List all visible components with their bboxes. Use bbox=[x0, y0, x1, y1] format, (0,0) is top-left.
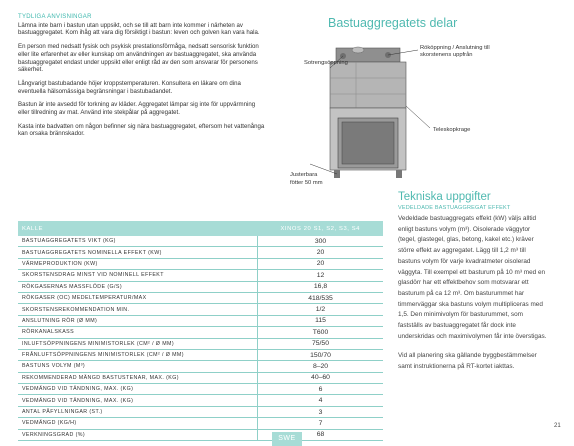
table-row bbox=[18, 406, 383, 417]
table-row bbox=[18, 281, 383, 292]
diagram-title: Bastuaggregatets delar bbox=[328, 16, 458, 30]
spec-value: 3 bbox=[258, 406, 384, 417]
spec-value: 300 bbox=[258, 236, 384, 247]
chimney-connector bbox=[352, 47, 364, 53]
spec-value: 1/2 bbox=[258, 304, 384, 315]
table-row bbox=[18, 258, 383, 269]
intro-paragraph: Kasta inte badvatten om någon befinner sig nära bastuaggregatet, eftersom het vattenånga kan orsaka brännskador. bbox=[18, 122, 265, 138]
spec-value: 418/535 bbox=[258, 292, 384, 303]
tech-paragraph: Vid all planering ska gällande byggbestämmelser samt instruktionerna på RT-kortet iakttas. bbox=[398, 352, 537, 371]
table-row bbox=[18, 304, 383, 315]
table-row bbox=[18, 327, 383, 338]
spec-label: FRÅNLUFTSÖPPNINGENS MINIMISTORLEK (CM² / Ø MM) bbox=[18, 349, 258, 360]
spec-label: ANSLUTNING RÖR (Ø MM) bbox=[18, 315, 258, 326]
intro-paragraph: Långvarigt bastubadande höjer kroppstemperaturen. Konsultera en läkare om dina eventuella hälsomässiga begränsningar i bastubadandet. bbox=[18, 79, 241, 95]
spec-label: RÖRKANALSKASS bbox=[18, 327, 258, 338]
spec-label: SKORSTENSREKOMMENDATION MIN. bbox=[18, 304, 258, 315]
spec-label: VEDMÄNGD (KG/H) bbox=[18, 418, 258, 429]
intro-text bbox=[18, 14, 268, 144]
spec-value: 8–20 bbox=[258, 361, 384, 372]
spec-label: VEDMÄNGD VID TÄNDNING, MAX. (KG) bbox=[18, 384, 258, 395]
table-row bbox=[18, 338, 383, 349]
spec-label: RÖKGASERNAS MASSFLÖDE (G/S) bbox=[18, 281, 258, 292]
label-telescopic-collar: Teleskopkrage bbox=[433, 127, 471, 133]
table-row bbox=[18, 418, 383, 429]
table-header-cell: KALLE bbox=[18, 221, 258, 236]
intro-paragraph: Lämna inte barn i bastun utan uppsikt, och se till att barn inte kommer i närheten av bastuaggregatet. Kom ihåg att vara dig försiktigt i bastun: leven och golven kan vara hala. bbox=[18, 21, 260, 37]
spec-label: VEDMÄNGD VID TÄNDNING, MAX. (KG) bbox=[18, 395, 258, 406]
spec-value: 20 bbox=[258, 247, 384, 258]
spec-value: 7 bbox=[258, 418, 384, 429]
spec-value: 4 bbox=[258, 395, 384, 406]
spec-value: 6 bbox=[258, 384, 384, 395]
spec-value: 12 bbox=[258, 270, 384, 281]
spec-label: BASTUNS VOLYM (M³) bbox=[18, 361, 258, 372]
spec-label: VERKNINGSGRAD (%) bbox=[18, 429, 258, 440]
spec-value: 16,8 bbox=[258, 281, 384, 292]
adjustable-foot bbox=[396, 170, 402, 178]
table-row bbox=[18, 270, 383, 281]
table-row bbox=[18, 315, 383, 326]
spec-label: INLUFTSÖPPNINGENS MINIMISTORLEK (CM² / Ø MM) bbox=[18, 338, 258, 349]
spec-label: SKORSTENSDRAG MINST VID NOMINELL EFFEKT bbox=[18, 270, 258, 281]
spec-table bbox=[18, 221, 383, 441]
table-row bbox=[18, 349, 383, 360]
door-glass bbox=[342, 122, 394, 164]
spec-label: ANTAL PÅFYLLNINGAR (ST.) bbox=[18, 406, 258, 417]
heater-upper-body bbox=[330, 62, 406, 108]
table-row bbox=[18, 372, 383, 383]
spec-value: 68 bbox=[258, 429, 384, 440]
table-row bbox=[18, 384, 383, 395]
table-row bbox=[18, 429, 383, 440]
table-row bbox=[18, 236, 383, 247]
language-tab: SWE bbox=[272, 432, 302, 446]
label-soot-opening: Sotrengsöppning bbox=[304, 60, 348, 66]
intro-paragraph: En person med nedsatt fysisk och psykisk prestationsförmåga, nedsatt sensorisk funktion eller lite erfarenhet av eller kunskap om användningen av bastuaggregatet, ska använda bastuaggregatet endast under uppsikt eller enligt råd av den som ansvarar för personens säkerhet. bbox=[18, 43, 259, 74]
spec-value: 150/70 bbox=[258, 349, 384, 360]
table-row bbox=[18, 247, 383, 258]
table-header-cell: XINOS 20 S1, S2, S3, S4 bbox=[258, 221, 384, 236]
spec-value: 40–60 bbox=[258, 372, 384, 383]
spec-value: T600 bbox=[258, 327, 384, 338]
intro-paragraph: Bastun är inte avsedd för torkning av kläder. Aggregatet lämpar sig inte för uppvärmning eller tillredning av mat. Använd inte stekpålar på aggregatet. bbox=[18, 101, 256, 117]
table-row bbox=[18, 395, 383, 406]
spec-value: 75/50 bbox=[258, 338, 384, 349]
table-row bbox=[18, 361, 383, 372]
table-header-row bbox=[18, 221, 383, 236]
page-number: 21 bbox=[554, 423, 561, 429]
tech-title: Tekniska uppgifter bbox=[398, 191, 491, 203]
spec-label: REKOMMENDERAD MÄNGD BASTUSTENAR, MAX. (KG) bbox=[18, 372, 258, 383]
tech-paragraph: Vedeldade bastuaggregats effekt (kW) väljs alltid enligt bastuns volym (m³). Oisolerade väggytor (tegel, glastegel, glas, betong, kakel etc.) kräver större effekt av aggregatet. Lägg till 1,2 m³ till bastuns volym för varje kvadratmeter oisolerad väggyta. Till exempel ett basturum på 10 m³ med en glasdörr har ett effektbehov som motsvarar ett basturum på ca 12 m³. Om basturummet har timmerväggar ska bastuns volym multipliceras med 1,5. Den minimivolym för basturummet, som fastställs av bastuaggregatet får dock inte underskridas och maximivolymen får inte överstigas. bbox=[398, 215, 547, 340]
spec-label: BASTUAGGREGATETS VIKT (KG) bbox=[18, 236, 258, 247]
table-row bbox=[18, 292, 383, 303]
spec-label: VÄRMEPRODUKTION (KW) bbox=[18, 258, 258, 269]
table-body bbox=[18, 236, 383, 441]
intro-heading: TYDLIGA ANVISNINGAR bbox=[18, 14, 92, 20]
spec-value: 115 bbox=[258, 315, 384, 326]
label-smoke-opening: Rököppning / Anslutning till skorstenens uppfrån bbox=[420, 45, 490, 58]
spec-value: 20 bbox=[258, 258, 384, 269]
spec-label: BASTUAGGREGATETS NOMINELLA EFFEKT (KW) bbox=[18, 247, 258, 258]
label-adjustable: Justerbara bbox=[290, 172, 318, 178]
tech-subtitle: VEDELDADE BASTUAGGREGAT EFFEKT bbox=[398, 205, 511, 211]
spec-label: RÖKGASER (OC) MEDELTEMPERATUR/MAX bbox=[18, 292, 258, 303]
tech-body bbox=[398, 214, 548, 382]
label-feet: fötter 50 mm bbox=[290, 180, 323, 186]
